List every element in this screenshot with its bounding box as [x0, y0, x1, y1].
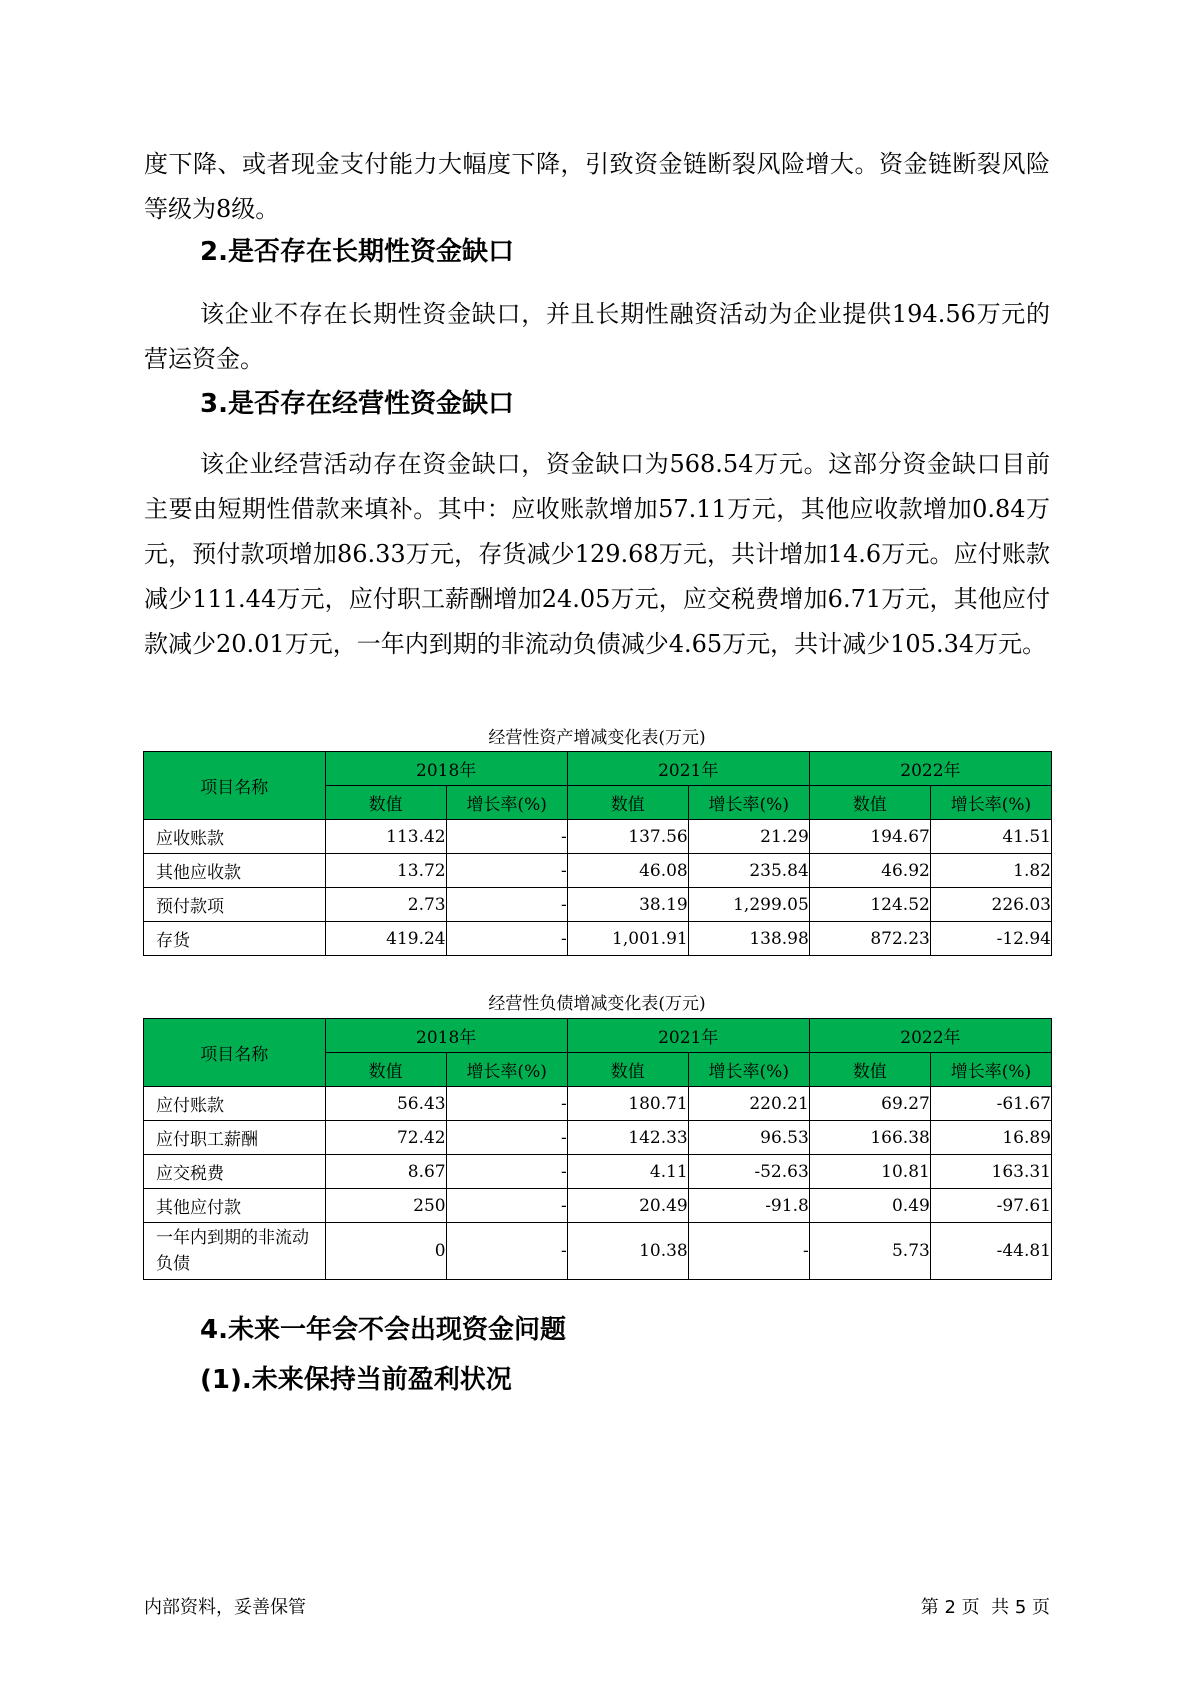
cell: - [446, 888, 567, 922]
row-label: 其他应付款 [144, 1189, 326, 1223]
cell: 72.42 [325, 1121, 446, 1155]
cell: - [688, 1223, 809, 1280]
table2-sub-growth: 增长率(%) [446, 1053, 567, 1087]
cell: 46.08 [567, 854, 688, 888]
footer-page-number: 第 2 页 共 5 页 [920, 1597, 1050, 1618]
row-label: 一年内到期的非流动负债 [144, 1223, 326, 1280]
cell: - [446, 1087, 567, 1121]
table1-sub-growth: 增长率(%) [446, 786, 567, 820]
heading-operating-gap: 3.是否存在经营性资金缺口 [200, 389, 514, 419]
cell: -52.63 [688, 1155, 809, 1189]
cell: 124.52 [809, 888, 930, 922]
heading-current-profit: (1).未来保持当前盈利状况 [200, 1365, 512, 1395]
table1-year-2018: 2018年 [325, 752, 567, 786]
cell: 46.92 [809, 854, 930, 888]
table-row [144, 1155, 1052, 1189]
cell: - [446, 1155, 567, 1189]
table2-caption: 经营性负债增减变化表(万元) [488, 994, 706, 1014]
table1-sub-growth: 增长率(%) [930, 786, 1051, 820]
table1-sub-value: 数值 [809, 786, 930, 820]
cell: - [446, 854, 567, 888]
table-row [144, 1087, 1052, 1121]
table-row [144, 820, 1052, 854]
cell: 2.73 [325, 888, 446, 922]
row-label: 其他应收款 [144, 854, 326, 888]
cell: 10.81 [809, 1155, 930, 1189]
cell: 0 [325, 1223, 446, 1280]
cell: 41.51 [930, 820, 1051, 854]
cell: 10.38 [567, 1223, 688, 1280]
table-row [144, 854, 1052, 888]
heading-long-term-gap: 2.是否存在长期性资金缺口 [200, 237, 514, 267]
cell: 1,299.05 [688, 888, 809, 922]
cell: 56.43 [325, 1087, 446, 1121]
table1-sub-growth: 增长率(%) [688, 786, 809, 820]
cell: 138.98 [688, 922, 809, 956]
cell: - [446, 820, 567, 854]
paragraph-long-term-gap: 该企业不存在长期性资金缺口，并且长期性融资活动为企业提供194.56万元的营运资金。 [144, 300, 1050, 373]
cell: 5.73 [809, 1223, 930, 1280]
cell: 235.84 [688, 854, 809, 888]
cell: - [446, 1223, 567, 1280]
cell: 137.56 [567, 820, 688, 854]
row-label: 应付职工薪酬 [144, 1121, 326, 1155]
cell: -61.67 [930, 1087, 1051, 1121]
cell: 13.72 [325, 854, 446, 888]
cell: -97.61 [930, 1189, 1051, 1223]
cell: - [446, 1189, 567, 1223]
table-row [144, 1121, 1052, 1155]
cell: 180.71 [567, 1087, 688, 1121]
table1-name-header: 项目名称 [144, 752, 326, 820]
cell: 16.89 [930, 1121, 1051, 1155]
operating-assets-table [143, 751, 1052, 956]
row-label: 存货 [144, 922, 326, 956]
cell: 0.49 [809, 1189, 930, 1223]
cell: 69.27 [809, 1087, 930, 1121]
cell: -44.81 [930, 1223, 1051, 1280]
cell: 96.53 [688, 1121, 809, 1155]
table-row [144, 1223, 1052, 1280]
cell: 194.67 [809, 820, 930, 854]
cell: 1,001.91 [567, 922, 688, 956]
paragraph-operating-gap: 该企业经营活动存在资金缺口，资金缺口为568.54万元。这部分资金缺口目前主要由短期性借款来填补。其中：应收账款增加57.11万元，其他应收款增加0.84万元，预付款项增加86.33万元，存货减少129.68万元，共计增加14.6万元。应付账款减少111.44万元，应付职工薪酬增加24.05万元，应交税费增加6.71万元，其他应付款减少20.01万元，一年内到期的非流动负债减少4.65万元，共计减少105.34万元。 [144, 450, 1050, 658]
cell: -91.8 [688, 1189, 809, 1223]
table2-year-2018: 2018年 [325, 1019, 567, 1053]
row-label: 预付款项 [144, 888, 326, 922]
table2-sub-growth: 增长率(%) [688, 1053, 809, 1087]
table2-sub-value: 数值 [567, 1053, 688, 1087]
table2-sub-value: 数值 [325, 1053, 446, 1087]
cell: 20.49 [567, 1189, 688, 1223]
cell: 250 [325, 1189, 446, 1223]
cell: - [446, 922, 567, 956]
cell: 4.11 [567, 1155, 688, 1189]
table2-name-header: 项目名称 [144, 1019, 326, 1087]
cell: - [446, 1121, 567, 1155]
table1-year-2022: 2022年 [809, 752, 1051, 786]
table-row [144, 1189, 1052, 1223]
table1-caption: 经营性资产增减变化表(万元) [488, 728, 706, 748]
table1-sub-value: 数值 [325, 786, 446, 820]
paragraph-risk-level: 度下降、或者现金支付能力大幅度下降，引致资金链断裂风险增大。资金链断裂风险等级为8级。 [144, 150, 1050, 223]
table2-year-2022: 2022年 [809, 1019, 1051, 1053]
table-row [144, 888, 1052, 922]
cell: 113.42 [325, 820, 446, 854]
cell: 872.23 [809, 922, 930, 956]
cell: -12.94 [930, 922, 1051, 956]
cell: 8.67 [325, 1155, 446, 1189]
operating-liabilities-table [143, 1018, 1052, 1280]
cell: 21.29 [688, 820, 809, 854]
cell: 419.24 [325, 922, 446, 956]
cell: 38.19 [567, 888, 688, 922]
table2-year-2021: 2021年 [567, 1019, 809, 1053]
row-label: 应付账款 [144, 1087, 326, 1121]
cell: 163.31 [930, 1155, 1051, 1189]
row-label: 应交税费 [144, 1155, 326, 1189]
cell: 220.21 [688, 1087, 809, 1121]
footer-confidential: 内部资料，妥善保管 [144, 1597, 306, 1618]
row-label: 应收账款 [144, 820, 326, 854]
cell: 166.38 [809, 1121, 930, 1155]
table-row [144, 922, 1052, 956]
table1-year-2021: 2021年 [567, 752, 809, 786]
table2-sub-growth: 增长率(%) [930, 1053, 1051, 1087]
cell: 142.33 [567, 1121, 688, 1155]
heading-future-funding: 4.未来一年会不会出现资金问题 [200, 1315, 566, 1345]
cell: 1.82 [930, 854, 1051, 888]
table2-sub-value: 数值 [809, 1053, 930, 1087]
cell: 226.03 [930, 888, 1051, 922]
table1-sub-value: 数值 [567, 786, 688, 820]
